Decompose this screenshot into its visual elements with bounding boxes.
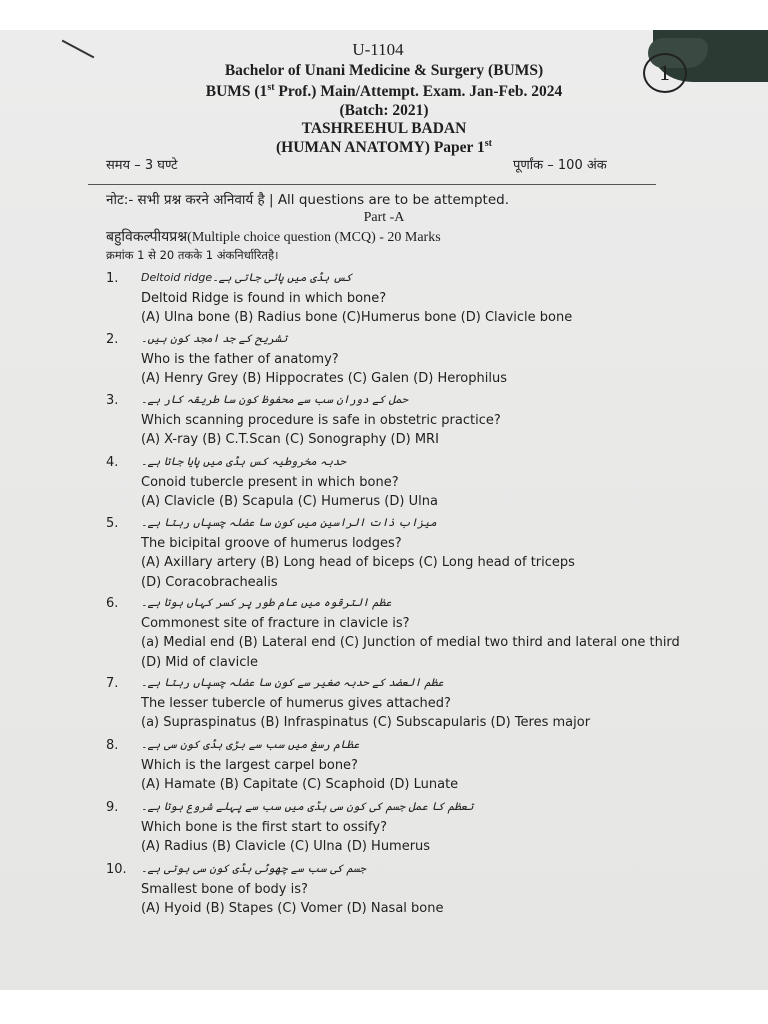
question-urdu: میزاب ذات الراسین میں کون سا عضلہ چسپاں رہتا ہے۔ — [141, 516, 437, 529]
question-text: Commonest site of fracture in clavicle is? — [141, 616, 410, 631]
marking-note: क्रमांक 1 से 20 तकके 1 अंकनिर्धारितहै। — [106, 248, 279, 262]
question-number: 5. — [106, 516, 119, 531]
question-number: 7. — [106, 676, 119, 691]
question-number: 6. — [106, 596, 119, 611]
question-urdu: عظم الترقوہ میں عام طور پر کسر کہاں ہوتا ہے۔ — [141, 596, 392, 609]
question-number: 9. — [106, 800, 119, 815]
question-urdu: حمل کے دوران سب سے محفوظ کون سا طریقہ کار ہے۔ — [141, 393, 408, 406]
question-options: (A) Henry Grey (B) Hippocrates (C) Galen (D) Herophilus — [141, 371, 507, 386]
question-urdu: کس ہڈی میں پائی جاتی ہے۔Deltoid ridge — [141, 271, 353, 284]
question-options: (a) Medial end (B) Lateral end (C) Junction of medial two third and lateral one third — [141, 635, 680, 650]
maximum-marks: पूर्णांक – 100 अंक — [513, 158, 607, 173]
question-text: The bicipital groove of humerus lodges? — [141, 536, 402, 551]
question-text: Conoid tubercle present in which bone? — [141, 475, 399, 490]
question-number: 8. — [106, 738, 119, 753]
question-number: 1. — [106, 271, 119, 286]
question-urdu: تشریح کے جد امجد کون ہیں۔ — [141, 332, 288, 345]
question-number: 4. — [106, 455, 119, 470]
subject-title: TASHREEHUL BADAN — [301, 120, 467, 137]
time-allowed: समय – 3 घण्टे — [106, 158, 178, 173]
question-options: (A) Hyoid (B) Stapes (C) Vomer (D) Nasal bone — [141, 901, 444, 916]
question-options: (A) Axillary artery (B) Long head of biceps (C) Long head of triceps — [141, 555, 575, 570]
bottom-background — [0, 990, 768, 1024]
question-options: (A) Clavicle (B) Scapula (C) Humerus (D) Ulna — [141, 494, 438, 509]
question-options: (A) Radius (B) Clavicle (C) Ulna (D) Humerus — [141, 839, 431, 854]
question-urdu: جسم کی سب سے چھوٹی ہڈی کون سی ہوتی ہے۔ — [141, 862, 366, 875]
paper-code: U-1104 — [352, 40, 404, 59]
question-text: Smallest bone of body is? — [141, 882, 308, 897]
question-number: 2. — [106, 332, 119, 347]
question-urdu: حدبہ مخروطیہ کس ہڈی میں پایا جاتا ہے۔ — [141, 455, 346, 468]
question-urdu: عظم العضد کے حدبہ صغیر سے کون سا عضلہ چسپاں رہتا ہے۔ — [141, 676, 444, 689]
question-options: (A) Hamate (B) Capitate (C) Scaphoid (D) Lunate — [141, 777, 459, 792]
circled-page-number: 1 — [643, 53, 687, 93]
question-text: Which scanning procedure is safe in obstetric practice? — [141, 413, 501, 428]
question-text: The lesser tubercle of humerus gives attached? — [141, 696, 451, 711]
question-options-continued: (D) Coracobrachealis — [141, 575, 278, 590]
question-text: Who is the father of anatomy? — [141, 352, 339, 367]
question-urdu: عظام رسغ میں سب سے بڑی ہڈی کون سی ہے۔ — [141, 738, 360, 751]
question-text: Which bone is the first start to ossify? — [141, 820, 387, 835]
question-number: 10. — [106, 862, 127, 877]
question-text: Which is the largest carpel bone? — [141, 758, 358, 773]
question-options: (A) Ulna bone (B) Radius bone (C)Humerus bone (D) Clavicle bone — [141, 310, 573, 325]
instructions-note: नोट:- सभी प्रश्न करने अनिवार्य है | All questions are to be attempted. — [106, 192, 509, 208]
question-text: Deltoid Ridge is found in which bone? — [141, 291, 387, 306]
part-heading: Part -A — [363, 210, 405, 225]
batch: (Batch: 2021) — [339, 102, 429, 119]
degree-title: Bachelor of Unani Medicine & Surgery (BUMS) — [224, 62, 544, 79]
question-options-continued: (D) Mid of clavicle — [141, 655, 258, 670]
paper-title: (HUMAN ANATOMY) Paper 1st — [275, 138, 493, 157]
question-options: (a) Supraspinatus (B) Infraspinatus (C) Subscapularis (D) Teres major — [141, 715, 591, 730]
question-urdu: تعظم کا عمل جسم کی کون سی ہڈی میں سب سے پہلے شروع ہوتا ہے۔ — [141, 800, 474, 813]
top-background — [0, 0, 768, 30]
question-options: (A) X-ray (B) C.T.Scan (C) Sonography (D) MRI — [141, 432, 439, 447]
question-number: 3. — [106, 393, 119, 408]
mcq-heading: बहुविकल्पीयप्रश्न(Multiple choice question (MCQ) - 20 Marks — [106, 230, 441, 245]
exam-title: BUMS (1st Prof.) Main/Attempt. Exam. Jan-Feb. 2024 — [205, 82, 563, 101]
header-divider — [88, 184, 656, 185]
